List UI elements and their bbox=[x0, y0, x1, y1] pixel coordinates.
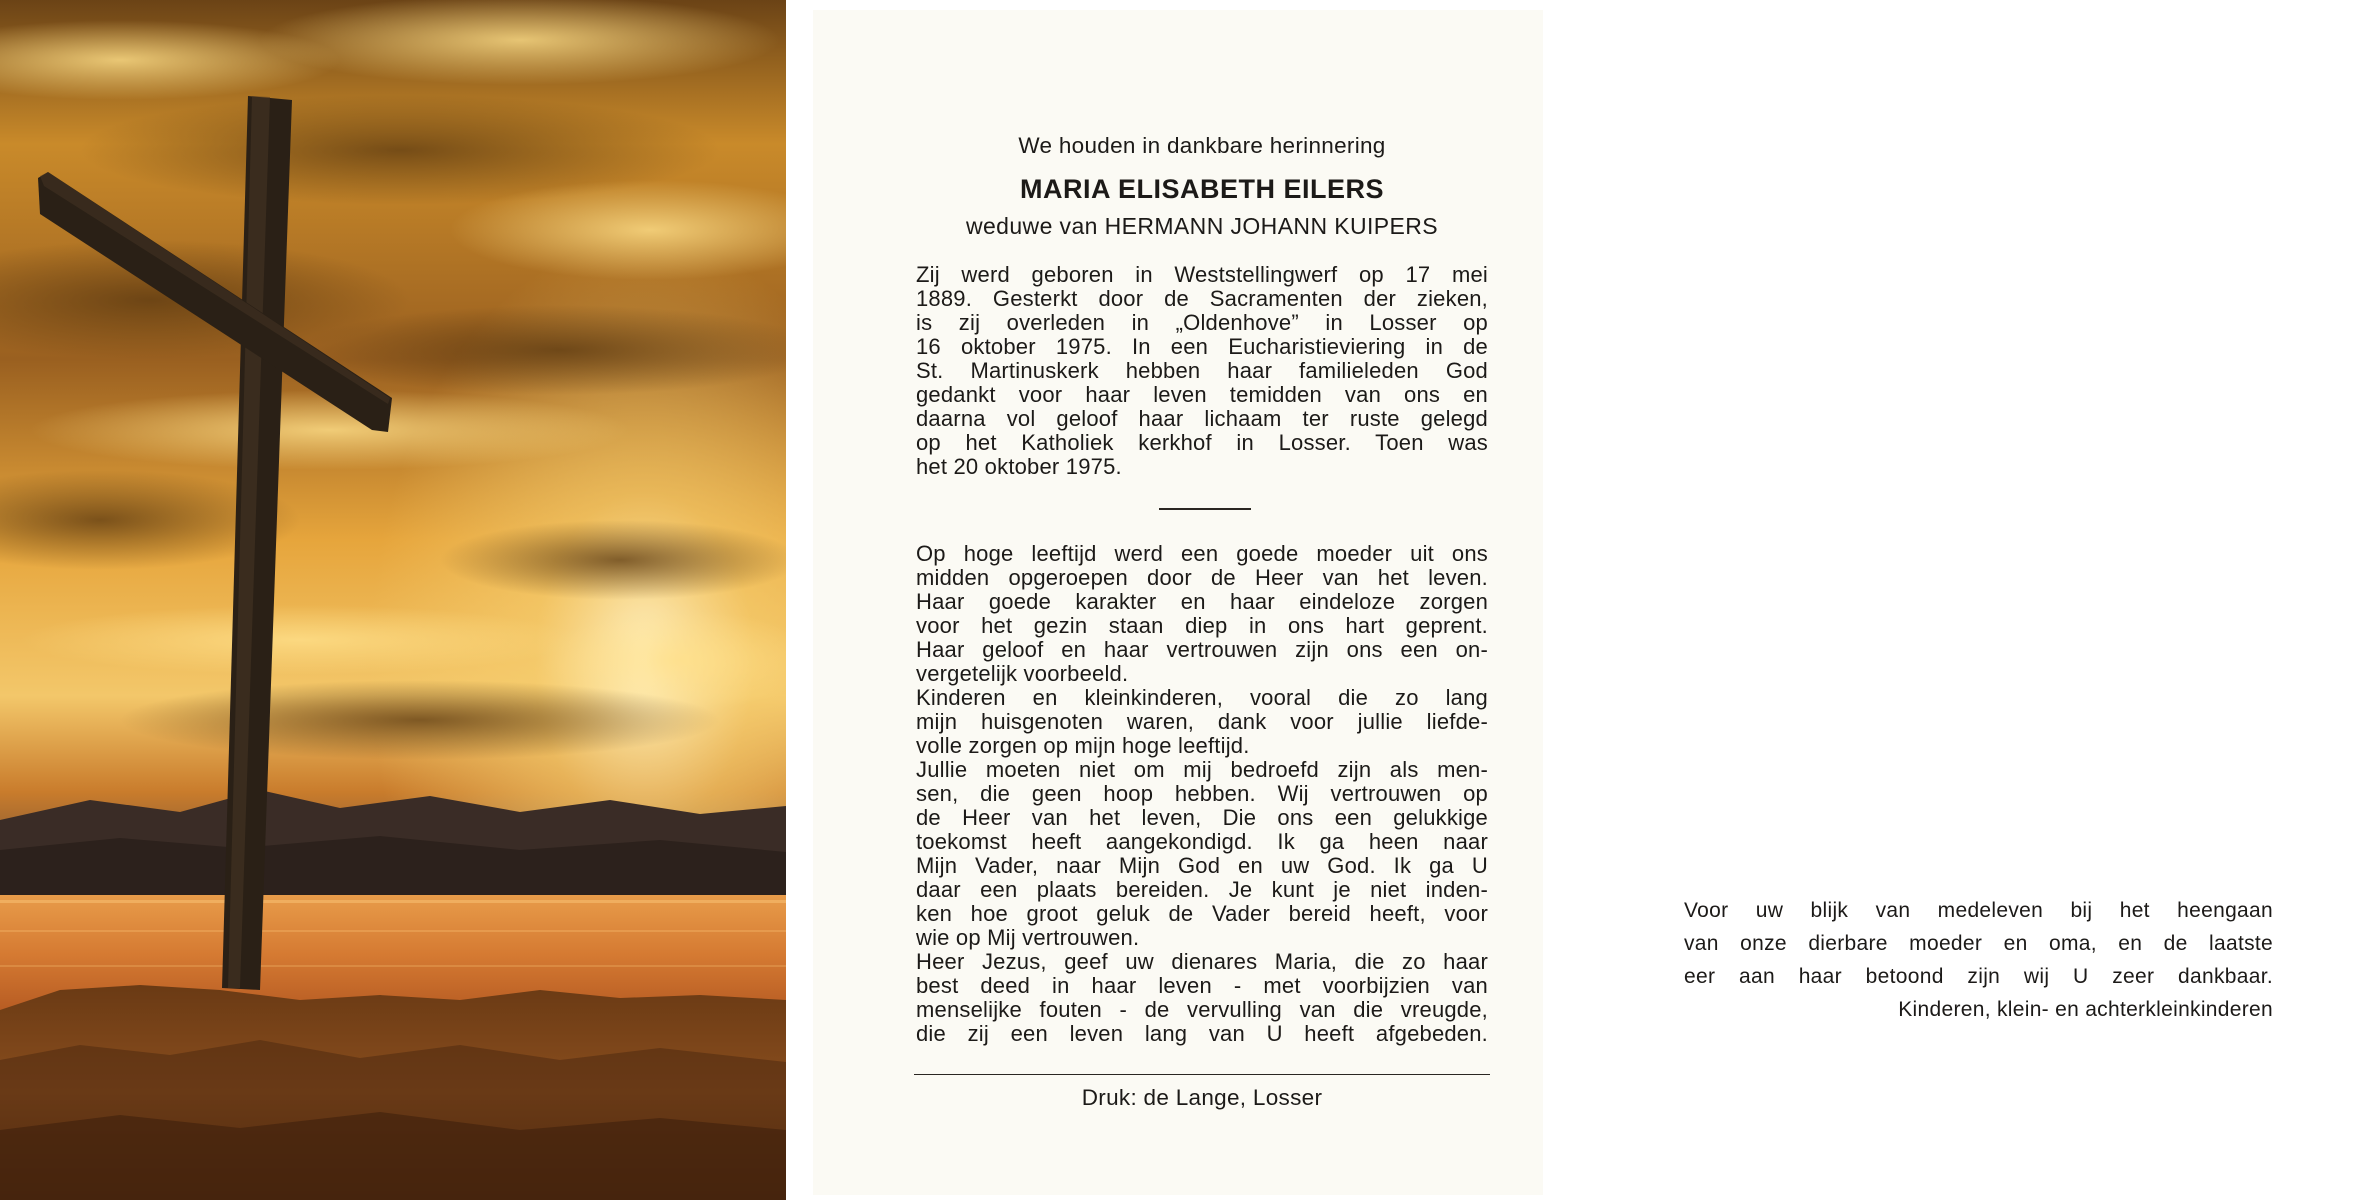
bio-line: St. Martinuskerk hebben haar familieleden God bbox=[916, 358, 1488, 383]
tribute-line: best deed in haar leven - met voorbijzien van bbox=[916, 973, 1488, 998]
tribute-line: voor het gezin staan diep in ons hart geprent. bbox=[916, 613, 1488, 638]
section-divider bbox=[1159, 508, 1251, 510]
deceased-name: MARIA ELISABETH EILERS bbox=[1019, 174, 1385, 204]
bio-line: daarna vol geloof haar lichaam ter ruste gelegd bbox=[916, 406, 1488, 431]
thanks-line: Voor uw blijk van medeleven bij het heengaan bbox=[1684, 899, 2273, 922]
tribute-line: sen, die geen hoop hebben. Wij vertrouwen op bbox=[916, 781, 1488, 806]
tribute-line: Jullie moeten niet om mij bedroefd zijn als men- bbox=[916, 757, 1488, 782]
tribute-line: Heer Jezus, geef uw dienares Maria, die zo haar bbox=[916, 949, 1488, 974]
tribute-line: volle zorgen op mijn hoge leeftijd. bbox=[916, 733, 1250, 758]
thanks-panel bbox=[1560, 0, 2364, 1200]
bio-line: gedankt voor haar leven temidden van ons en bbox=[916, 382, 1488, 407]
tribute-line: toekomst heeft aangekondigd. Ik ga heen naar bbox=[916, 829, 1488, 854]
bio-line: 1889. Gesterkt door de Sacramenten der zieken, bbox=[916, 286, 1488, 311]
tribute-line: Mijn Vader, naar Mijn God en uw God. Ik ga U bbox=[916, 853, 1488, 878]
tribute-line: menselijke fouten - de vervulling van die vreugde, bbox=[916, 997, 1488, 1022]
tribute-paragraph bbox=[916, 542, 1488, 1046]
memorial-photo bbox=[0, 0, 786, 1200]
tribute-line: mijn huisgenoten waren, dank voor jullie liefde- bbox=[916, 709, 1488, 734]
tribute-line: Haar goede karakter en haar eindeloze zorgen bbox=[916, 589, 1488, 614]
biography-paragraph bbox=[916, 263, 1488, 479]
bio-line: 16 oktober 1975. In een Eucharistieviering in de bbox=[916, 334, 1488, 359]
spouse-line: weduwe van HERMANN JOHANN KUIPERS bbox=[965, 213, 1439, 239]
tribute-line: wie op Mij vertrouwen. bbox=[916, 925, 1140, 950]
thanks-line: eer aan haar betoond zijn wij U zeer dankbaar. bbox=[1684, 965, 2273, 988]
tribute-line: ken hoe groot geluk de Vader bereid heeft, voor bbox=[916, 901, 1488, 926]
tribute-line: Haar geloof en haar vertrouwen zijn ons een on- bbox=[916, 637, 1488, 662]
tribute-line: midden opgeroepen door de Heer van het leven. bbox=[916, 565, 1488, 590]
intro-line: We houden in dankbare herinnering bbox=[1018, 133, 1386, 158]
bio-line: Zij werd geboren in Weststellingwerf op 17 mei bbox=[916, 262, 1488, 287]
thanks-line: van onze dierbare moeder en oma, en de laatste bbox=[1684, 932, 2273, 955]
memorial-card bbox=[813, 10, 1543, 1195]
bio-line: op het Katholiek kerkhof in Losser. Toen was bbox=[916, 430, 1488, 455]
tribute-line: die zij een leven lang van U heeft afgebeden. bbox=[916, 1021, 1488, 1046]
thanks-signature: Kinderen, klein- en achterkleinkinderen bbox=[1898, 998, 2273, 1021]
tribute-line: Kinderen en kleinkinderen, vooral die zo lang bbox=[916, 685, 1488, 710]
cross-sunset-image bbox=[0, 0, 786, 1200]
bio-line: is zij overleden in „Oldenhove” in Losser op bbox=[916, 310, 1488, 335]
tribute-line: vergetelijk voorbeeld. bbox=[916, 661, 1129, 686]
tribute-line: daar een plaats bereiden. Je kunt je niet inden- bbox=[916, 877, 1488, 902]
tribute-line: Op hoge leeftijd werd een goede moeder uit ons bbox=[916, 541, 1488, 566]
bio-line: het 20 oktober 1975. bbox=[916, 454, 1122, 479]
thanks-note bbox=[1684, 894, 2273, 1026]
footer-divider bbox=[914, 1074, 1490, 1075]
printer-credit: Druk: de Lange, Losser bbox=[1081, 1085, 1323, 1110]
tribute-line: de Heer van het leven, Die ons een gelukkige bbox=[916, 805, 1488, 830]
